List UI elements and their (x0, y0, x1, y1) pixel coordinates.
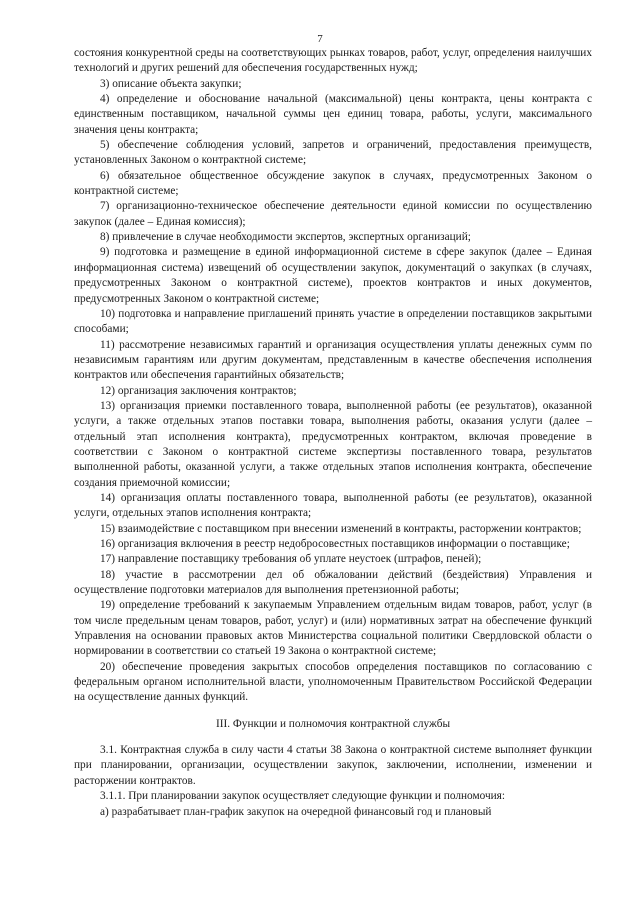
page-number: 7 (317, 33, 323, 45)
list-item-8: 8) привлечение в случае необходимости экспертов, экспертных организаций; (100, 231, 471, 244)
list-item-16: 16) организация включения в реестр недобросовестных поставщиков информации о поставщике; (100, 538, 570, 550)
paragraph: состояния конкурентной среды на соответствующих рынках товаров, работ, услуг, определения наилучших технологий и других решений для обеспечения государственных нужд; (74, 47, 592, 75)
list-item-5: 5) обеспечение соблюдения условий, запретов и ограничений, предоставления преимуществ, установленных Законом о контрактной системе; (74, 139, 592, 167)
list-item-3: 3) описание объекта закупки; (100, 77, 242, 90)
list-item-4: 4) определение и обоснование начальной (максимальной) цены контракта, цены контракта с единственным поставщиком, начальной суммы цен единиц товара, работы, услуги, максимального значения цены контракта; (74, 93, 592, 136)
list-item-14: 14) организация оплаты поставленного товара, выполненной работы (ее результатов), оказанной услуги, отдельных этапов исполнения контракта; (74, 491, 592, 520)
list-item-6: 6) обязательное общественное обсуждение закупок в случаях, предусмотренных Законом о контрактной системе; (74, 169, 592, 198)
list-item-15: 15) взаимодействие с поставщиком при внесении изменений в контракты, расторжении контрактов; (100, 522, 582, 535)
section-heading: III. Функции и полномочия контрактной службы (215, 717, 451, 730)
list-item-20: 20) обеспечение проведения закрытых способов определения поставщиков по согласованию с федеральным органом исполнительной власти, уполномоченным Правительством Российской Федерации на осуществление данных функций. (74, 660, 592, 704)
list-item-a: а) разрабатывает план-график закупок на очередной финансовый год и плановый (100, 805, 492, 818)
list-item-12: 12) организация заключения контрактов; (100, 384, 297, 397)
paragraph-3-1: 3.1. Контрактная служба в силу части 4 статьи 38 Закона о контрактной системе выполняет функции при планировании, организации, осуществлении закупок, заключении, исполнении, изменении и расторжении контрактов. (74, 744, 592, 787)
list-item-11: 11) рассмотрение независимых гарантий и организация осуществления уплаты денежных сумм по независимым гарантиям или другим документам, представленным в качестве обеспечения исполнения контрактов или обеспечения гарантийных обязательств; (74, 338, 592, 382)
document-body (74, 46, 592, 820)
list-item-10: 10) подготовка и направление приглашений принять участие в определении поставщиков закрытыми способами; (74, 307, 592, 336)
list-item-7: 7) организационно-техническое обеспечение деятельности единой комиссии по осуществлению закупок (далее – Единая комиссия); (74, 200, 592, 228)
list-item-9: 9) подготовка и размещение в единой информационной системе в сфере закупок (далее – Единая информационная система) извещений об осуществлении закупок, документаций о закупках (в случаях, предусмотренных Законом о контрактной системе), проектов контрактов и иных документов, предусмотренных Законом о контрактной системе; (74, 246, 592, 305)
list-item-13: 13) организация приемки поставленного товара, выполненной работы (ее результатов), оказанной услуги, а также отдельных этапов поставки товара, выполнения работы, оказания услуги (далее – отдельный этап исполнения контракта), предусмотренных контрактом, включая проведение в соответствии с Законом о контрактной системе экспертизы поставленного товара, результатов выполненной работы, оказанной услуги, а также отдельных этапов исполнения контракта, обеспечение создания приемочной комиссии; (74, 399, 592, 489)
list-item-17: 17) направление поставщику требования об уплате неустоек (штрафов, пеней); (100, 553, 482, 566)
list-item-18: 18) участие в рассмотрении дел об обжаловании действий (бездействия) Управления и осуществление подготовки материалов для выполнения претензионной работы; (74, 568, 592, 597)
paragraph-3-1-1: 3.1.1. При планировании закупок осуществляет следующие функции и полномочия: (100, 790, 506, 803)
list-item-19: 19) определение требований к закупаемым Управлением отдельным видам товаров, работ, услуг (в том числе предельным ценам товаров, работ, услуг) и (или) нормативных затрат на обеспечение функций Управления на основании правовых актов Министерства социальной политики Свердловской области о нормировании в соответствии со статьей 19 Закона о контрактной системе; (74, 599, 592, 658)
